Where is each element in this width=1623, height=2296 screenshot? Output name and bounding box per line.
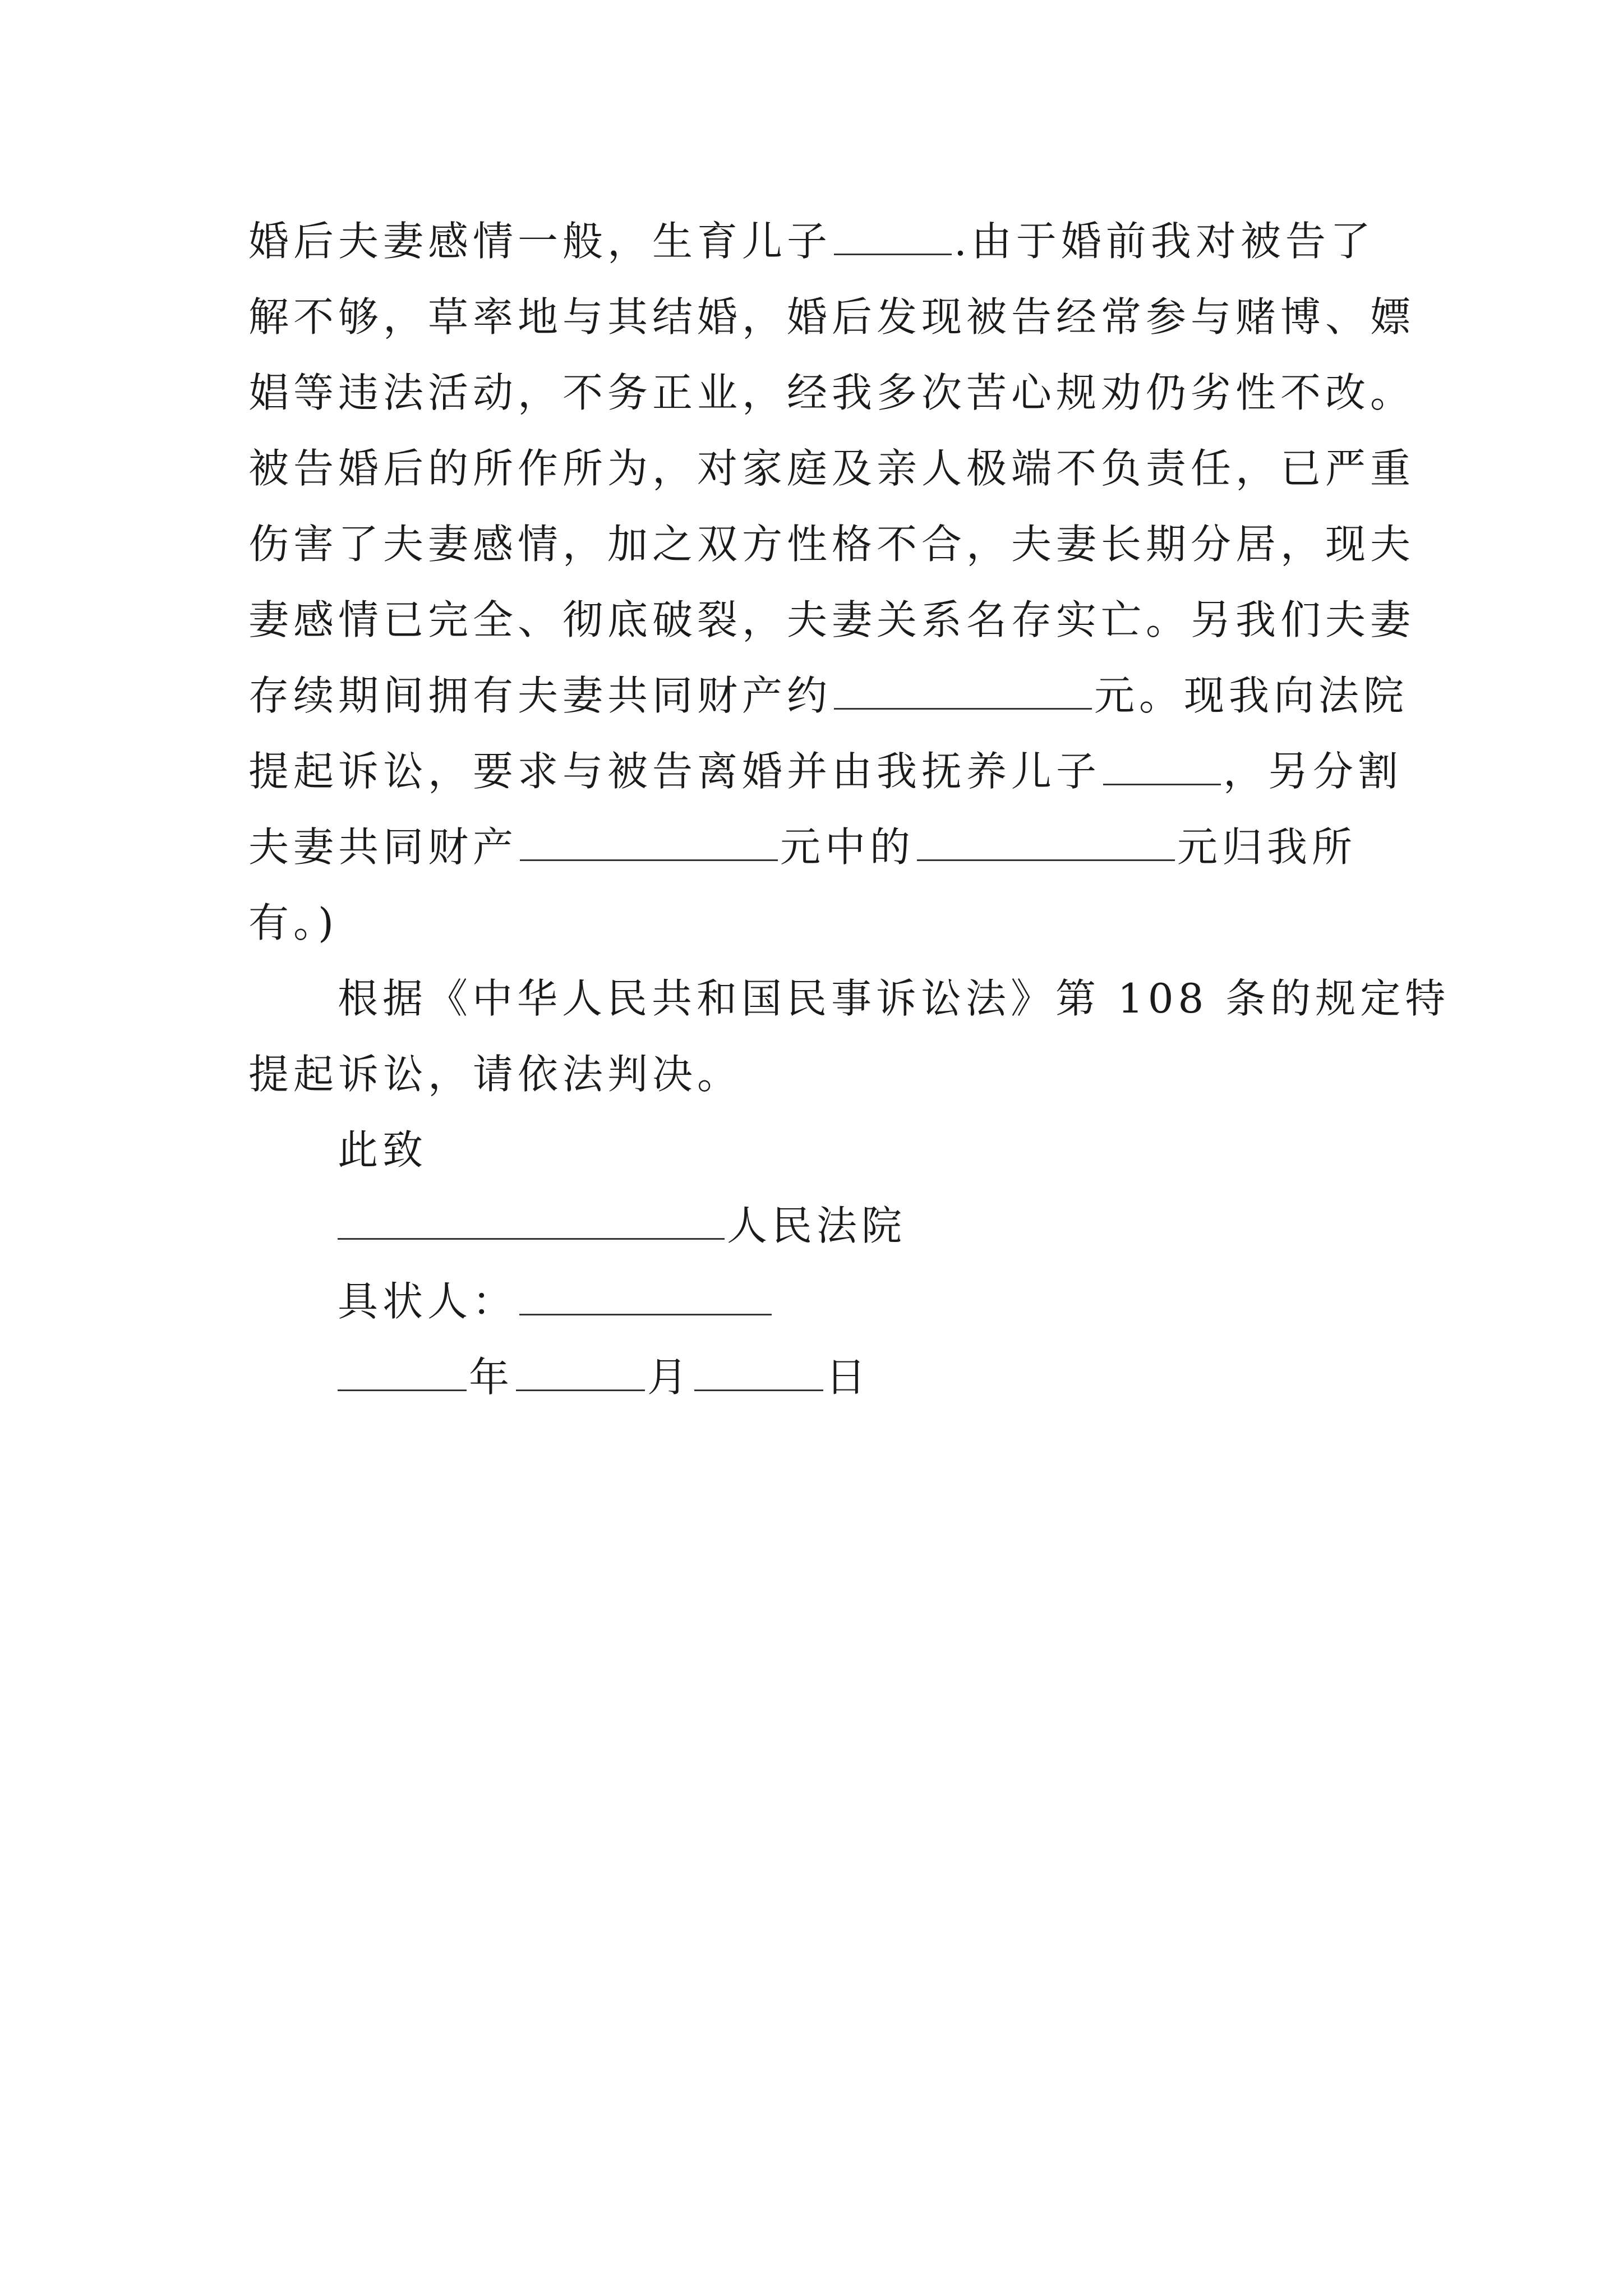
court-name-blank[interactable] [338,1203,725,1240]
text-segment: .由于婚前我对被告了 [954,218,1375,265]
body-line-10: 有。) [248,899,339,946]
legal-basis-line-2: 提起诉讼，请依法判决。 [248,1051,743,1098]
plaintiff-signature-blank[interactable] [519,1279,772,1315]
text-segment: 存续期间拥有夫妻共同财产约 [248,672,832,719]
month-label: 月 [647,1354,693,1401]
text-segment: 元中的 [780,823,915,871]
day-label: 日 [826,1354,871,1401]
text-segment: 提起诉讼，要求与被告离婚并由我抚养儿子 [248,748,1101,795]
body-line-4: 被告婚后的所作所为，对家庭及亲人极端不负责任，已严重 [248,445,1415,492]
body-line-2: 解不够，草率地与其结婚，婚后发现被告经常参与赌博、嫖 [248,293,1415,341]
plaintiff-line [338,1273,774,1329]
total-property-blank[interactable] [520,825,778,861]
body-line-7 [248,668,1408,724]
salutation: 此致 [338,1126,428,1174]
body-line-1 [248,213,1375,269]
year-label: 年 [469,1354,514,1401]
text-segment: ，另分割 [1223,748,1403,795]
plaintiff-label: 具状人： [338,1278,518,1325]
court-line [338,1198,906,1254]
month-blank[interactable] [516,1355,645,1391]
body-line-9 [248,819,1357,875]
body-line-8 [248,743,1403,799]
son-name-blank[interactable] [834,219,952,255]
text-segment: 婚后夫妻感情一般，生育儿子 [248,218,832,265]
court-suffix: 人民法院 [727,1202,907,1249]
year-blank[interactable] [338,1355,467,1391]
body-line-5: 伤害了夫妻感情，加之双方性格不合，夫妻长期分居，现夫 [248,521,1415,568]
date-line [338,1349,870,1405]
text-segment: 元归我所 [1177,823,1357,871]
custody-son-name-blank[interactable] [1103,749,1221,785]
property-amount-blank[interactable] [834,673,1092,710]
body-line-6: 妻感情已完全、彻底破裂，夫妻关系名存实亡。另我们夫妻 [248,596,1415,643]
text-segment: 夫妻共同财产 [248,823,518,871]
text-segment: 元。现我向法院 [1094,672,1409,719]
share-property-blank[interactable] [917,825,1175,861]
day-blank[interactable] [694,1355,823,1391]
body-line-3: 娼等违法活动，不务正业，经我多次苦心规劝仍劣性不改。 [248,369,1415,416]
legal-basis-line-1: 根据《中华人民共和国民事诉讼法》第 108 条的规定特 [338,975,1450,1022]
